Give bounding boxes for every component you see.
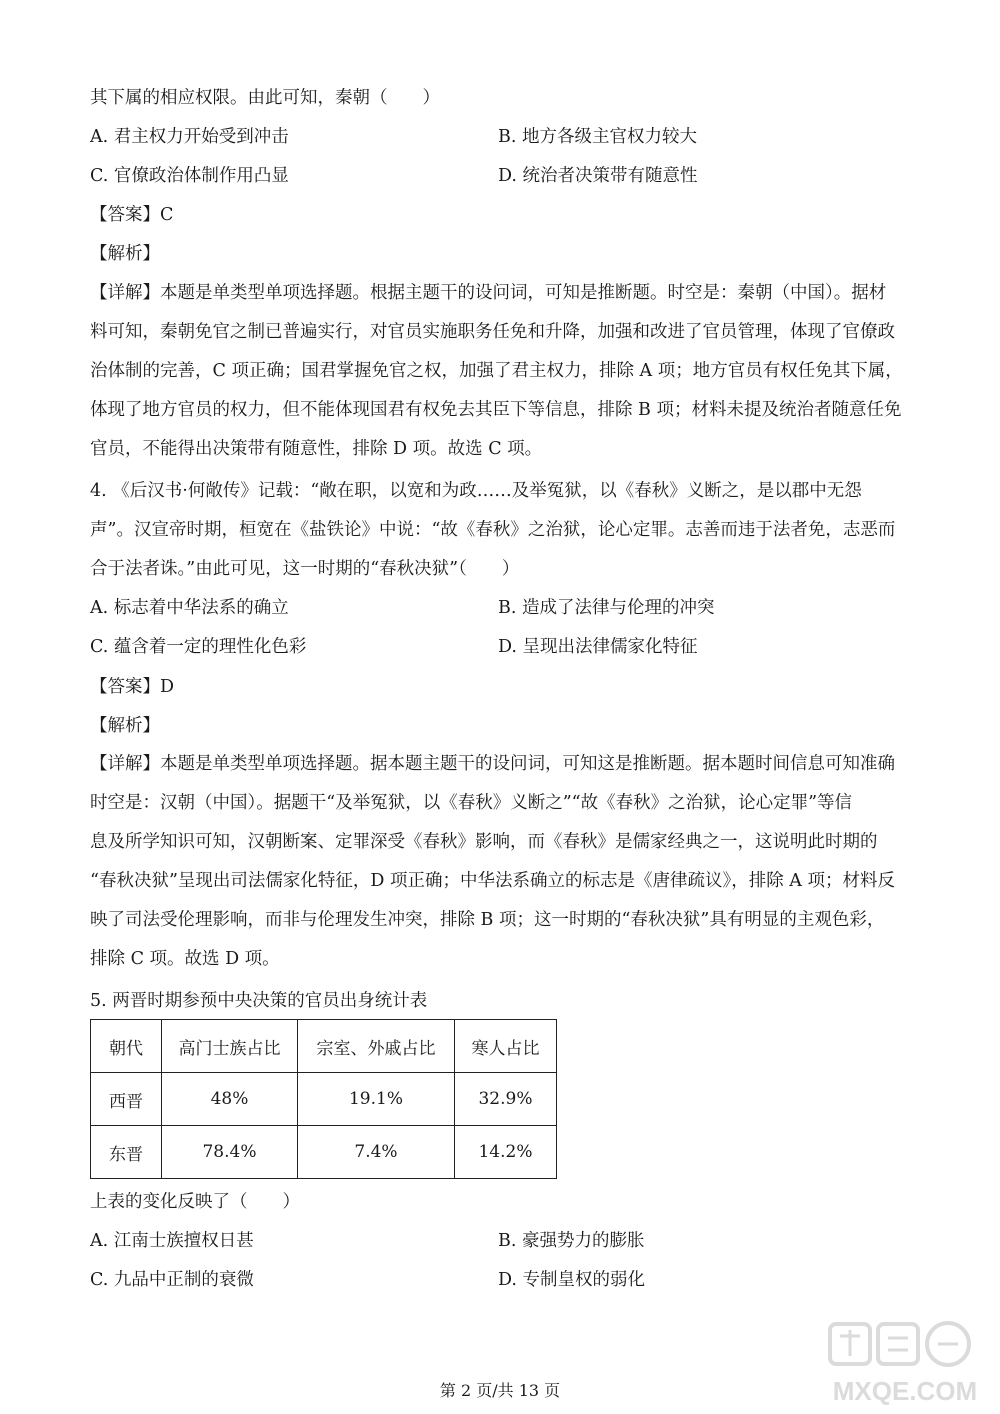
table-cell: 东晋 bbox=[91, 1126, 162, 1179]
q4-detail-line: 息及所学知识可知，汉朝断案、定罪深受《春秋》影响，而《春秋》是儒家经典之一，这说明此时期的 bbox=[90, 832, 878, 852]
watermark-url: MXQE.COM bbox=[832, 1376, 978, 1406]
q4-option-d: D. 呈现出法律儒家化特征 bbox=[498, 637, 698, 657]
q4-answer: 【答案】D bbox=[90, 677, 175, 697]
q5-option-c: C. 九品中正制的衰微 bbox=[90, 1270, 254, 1290]
q3-detail bbox=[90, 274, 912, 469]
question-4-stem bbox=[90, 472, 912, 589]
q4-option-b: B. 造成了法律与伦理的冲突 bbox=[498, 598, 715, 618]
table-cell: 32.9% bbox=[455, 1073, 557, 1126]
table-header-row bbox=[91, 1020, 557, 1073]
q4-analysis-label: 【解析】 bbox=[90, 716, 160, 736]
q5-option-a: A. 江南士族擅权日甚 bbox=[90, 1231, 254, 1251]
q4-stem-line: 声”。汉宣帝时期，桓宽在《盐铁论》中说：“故《春秋》之治狱，论心定罪。志善而违于法者免，志恶而 bbox=[90, 520, 896, 540]
table-cell: 48% bbox=[162, 1073, 298, 1126]
q5-option-d: D. 专制皇权的弱化 bbox=[498, 1270, 646, 1290]
q3-option-b: B. 地方各级主官权力较大 bbox=[498, 127, 697, 147]
q5-question: 上表的变化反映了（ ） bbox=[90, 1192, 300, 1212]
q3-detail-line: 料可知，秦朝免官之制已普遍实行，对官员实施职务任免和升降，加强和改进了官员管理，体现了官僚政 bbox=[90, 322, 895, 342]
q4-option-c: C. 蕴含着一定的理性化色彩 bbox=[90, 637, 307, 657]
q4-detail-line: 映了司法受伦理影响，而非与伦理发生冲突，排除 B 项；这一时期的“春秋决狱”具有明显的主观色彩， bbox=[90, 910, 885, 930]
q3-detail-line: 【详解】本题是单类型单项选择题。根据主题干的设问词，可知是推断题。时空是：秦朝（中国）。据材 bbox=[90, 283, 887, 303]
statistics-table bbox=[90, 1019, 557, 1179]
table-header-cell: 高门士族占比 bbox=[162, 1020, 298, 1073]
q5-option-b: B. 豪强势力的膨胀 bbox=[498, 1231, 645, 1251]
q3-detail-line: 官员，不能得出决策带有随意性，排除 D 项。故选 C 项。 bbox=[90, 439, 543, 459]
q4-detail-line: 时空是：汉朝（中国）。据题干“及举冤狱，以《春秋》义断之”“故《春秋》之治狱，论心定罪”等信 bbox=[90, 793, 853, 813]
q4-stem-line: 合于法者诛。”由此可见，这一时期的“春秋决狱”（ ） bbox=[90, 559, 520, 579]
table-cell: 19.1% bbox=[298, 1073, 455, 1126]
q3-detail-line: 体现了地方官员的权力，但不能体现国君有权免去其臣下等信息，排除 B 项；材料未提及统治者随意任免 bbox=[90, 400, 902, 420]
q3-option-c: C. 官僚政治体制作用凸显 bbox=[90, 166, 289, 186]
watermark-mark bbox=[830, 1323, 969, 1365]
table-header-cell: 宗室、外戚占比 bbox=[298, 1020, 455, 1073]
table-header-cell: 寒人占比 bbox=[455, 1020, 557, 1073]
q4-detail bbox=[90, 745, 912, 979]
q3-option-d: D. 统治者决策带有随意性 bbox=[498, 166, 698, 186]
table-cell: 西晋 bbox=[91, 1073, 162, 1126]
q4-option-a: A. 标志着中华法系的确立 bbox=[90, 598, 289, 618]
q4-detail-line: 排除 C 项。故选 D 项。 bbox=[90, 949, 280, 969]
table-cell: 14.2% bbox=[455, 1126, 557, 1179]
q3-answer: 【答案】C bbox=[90, 205, 174, 225]
table-cell: 7.4% bbox=[298, 1126, 455, 1179]
table-cell: 78.4% bbox=[162, 1126, 298, 1179]
q3-analysis-label: 【解析】 bbox=[90, 244, 160, 264]
q3-option-a: A. 君主权力开始受到冲击 bbox=[90, 127, 289, 147]
table-row bbox=[91, 1073, 557, 1126]
q3-detail-line: 治体制的完善，C 项正确；国君掌握免官之权，加强了君主权力，排除 A 项；地方官员有权任免其下属， bbox=[90, 361, 903, 381]
question-5-title: 5. 两晋时期参预中央决策的官员出身统计表 bbox=[90, 991, 428, 1011]
table-header-cell: 朝代 bbox=[91, 1020, 162, 1073]
q4-stem-line: 4. 《后汉书·何敞传》记载：“敞在职，以宽和为政……及举冤狱，以《春秋》义断之，是以郡中无怨 bbox=[90, 481, 862, 501]
page-footer: 第 2 页/共 13 页 bbox=[439, 1381, 561, 1400]
q4-detail-line: 【详解】本题是单类型单项选择题。据本题主题干的设问词，可知这是推断题。据本题时间信息可知准确 bbox=[90, 754, 895, 774]
table-row bbox=[91, 1126, 557, 1179]
question-3-stem-tail: 其下属的相应权限。由此可知，秦朝（ ） bbox=[90, 88, 440, 108]
q4-detail-line: “春秋决狱”呈现出司法儒家化特征，D 项正确；中华法系确立的标志是《唐律疏议》，排除 A 项；材料反 bbox=[90, 871, 895, 891]
